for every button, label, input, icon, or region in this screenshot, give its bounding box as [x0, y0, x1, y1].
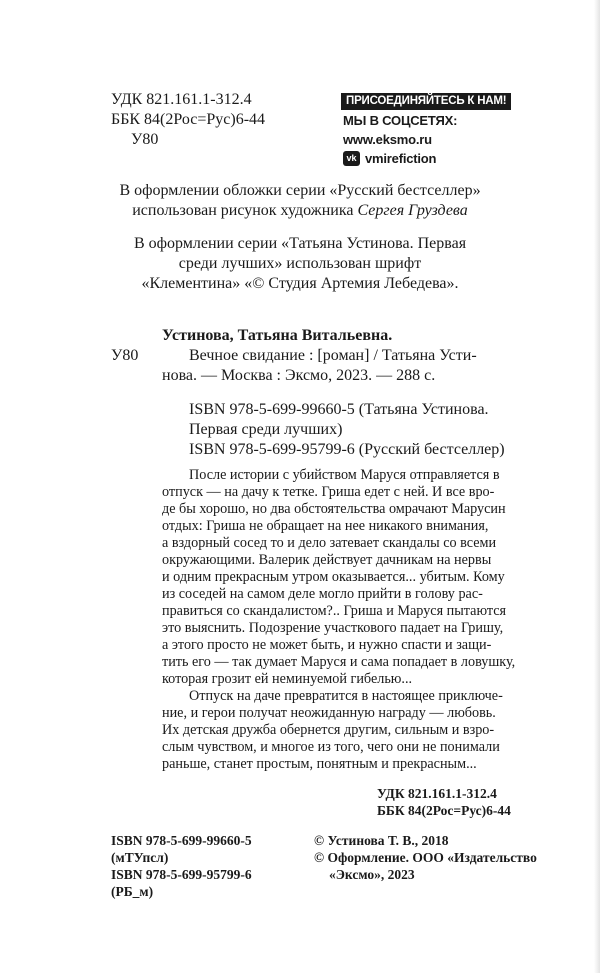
isbn1-line1: ISBN 978-5-699-99660-5 (Татьяна Устинова.	[189, 401, 489, 418]
annotation-line: окружающими. Валерик действует дачникам на нервы	[162, 552, 492, 568]
bbk-code-top: ББК 84(2Рос=Рус)6-44	[111, 111, 266, 128]
page-edge-shadow	[594, 0, 600, 973]
annotation-line: После истории с убийством Маруся отправляется в	[189, 467, 500, 483]
annotation-line: из соседей на самом деле могло прийти в голову рас-	[162, 586, 483, 602]
annotation-line: и одним прекрасным утром оказывается... убитым. Кому	[162, 569, 505, 585]
annotation-line: Их детская дружба обернется другим, сильным и взро-	[162, 722, 495, 738]
annotation-line: тить его — так думает Маруся и сама попадает в ловушку,	[162, 654, 516, 670]
isbn1-line2: Первая среди лучших)	[189, 421, 343, 438]
annotation-line: а этого просто не может быть, и нужно спасти и защи-	[162, 637, 492, 653]
vk-icon: vk	[343, 151, 360, 166]
annotation-line: отпуск — на дачу к тетке. Гриша едет с ней. И все вро-	[162, 484, 495, 500]
website-link[interactable]: www.eksmo.ru	[343, 132, 432, 147]
copyright-author: © Устинова Т. В., 2018	[314, 833, 449, 848]
author-mark: У80	[111, 347, 139, 364]
annotation-line: раньше, станет простым, понятным и прекрасным...	[162, 756, 477, 772]
isbn2-line: ISBN 978-5-699-95799-6 (Русский бестселлер)	[189, 441, 505, 458]
annotation-line: отдых: Гриша не обращает на нее никакого внимания,	[162, 518, 489, 534]
annotation-line: правиться со скандалистом?.. Гриша и Маруся пытаются	[162, 603, 507, 619]
annotation-line: а вздорный сосед то и дело затевает скандалы со всеми	[162, 535, 497, 551]
annotation-line: де бы хорошо, но два обстоятельства омрачают Марусин	[162, 501, 506, 517]
bbk-code-bottom: ББК 84(2Рос=Рус)6-44	[377, 803, 511, 818]
annotation-line: ние, и герои получат неожиданную награду — любовь.	[162, 705, 496, 721]
udk-code-top: УДК 821.161.1-312.4	[111, 91, 252, 108]
cover-credit-line2	[0, 201, 600, 221]
udk-code-bottom: УДК 821.161.1-312.4	[377, 786, 497, 801]
series-credit-line3: «Клементина» «© Студия Артемия Лебедева».	[141, 275, 459, 292]
cover-credit-line1: В оформлении обложки серии «Русский бестселлер»	[119, 182, 481, 199]
footer-isbn2: ISBN 978-5-699-95799-6	[111, 867, 252, 882]
title-line1: Вечное свидание : [роман] / Татьяна Усти-	[189, 347, 477, 364]
footer-isbn1: ISBN 978-5-699-99660-5	[111, 833, 252, 848]
author-mark-top: У80	[131, 131, 159, 148]
vk-handle[interactable]: vmirefiction	[365, 151, 437, 166]
artist-name: Сергея Груздева	[357, 202, 468, 219]
annotation-line: это выяснить. Подозрение участкового падает на Гришу,	[162, 620, 504, 636]
cover-credit-text: использован рисунок художника	[132, 202, 358, 219]
footer-isbn2-note: (РБ_м)	[111, 884, 154, 899]
footer-isbn1-note: (мТУпсл)	[111, 850, 169, 865]
copyright-design-line1: © Оформление. ООО «Издательство	[314, 850, 537, 865]
series-credit-line2: среди лучших» использован шрифт	[178, 255, 422, 272]
series-credit-line1: В оформлении серии «Татьяна Устинова. Первая	[133, 235, 467, 252]
join-us-banner: ПРИСОЕДИНЯЙТЕСЬ К НАМ!	[341, 93, 511, 110]
author-name: Устинова, Татьяна Витальевна.	[162, 327, 393, 344]
annotation-line: слым чувством, и многое из того, чего они не понимали	[162, 739, 500, 755]
annotation-line: Отпуск на даче превратится в настоящее приключе-	[189, 688, 503, 704]
social-heading: МЫ В СОЦСЕТЯХ:	[343, 113, 458, 128]
annotation-line: которая грозит ей неминуемой гибелью...	[162, 671, 413, 687]
copyright-design-line2: «Эксмо», 2023	[329, 867, 415, 882]
title-line2: нова. — Москва : Эксмо, 2023. — 288 с.	[162, 367, 436, 384]
